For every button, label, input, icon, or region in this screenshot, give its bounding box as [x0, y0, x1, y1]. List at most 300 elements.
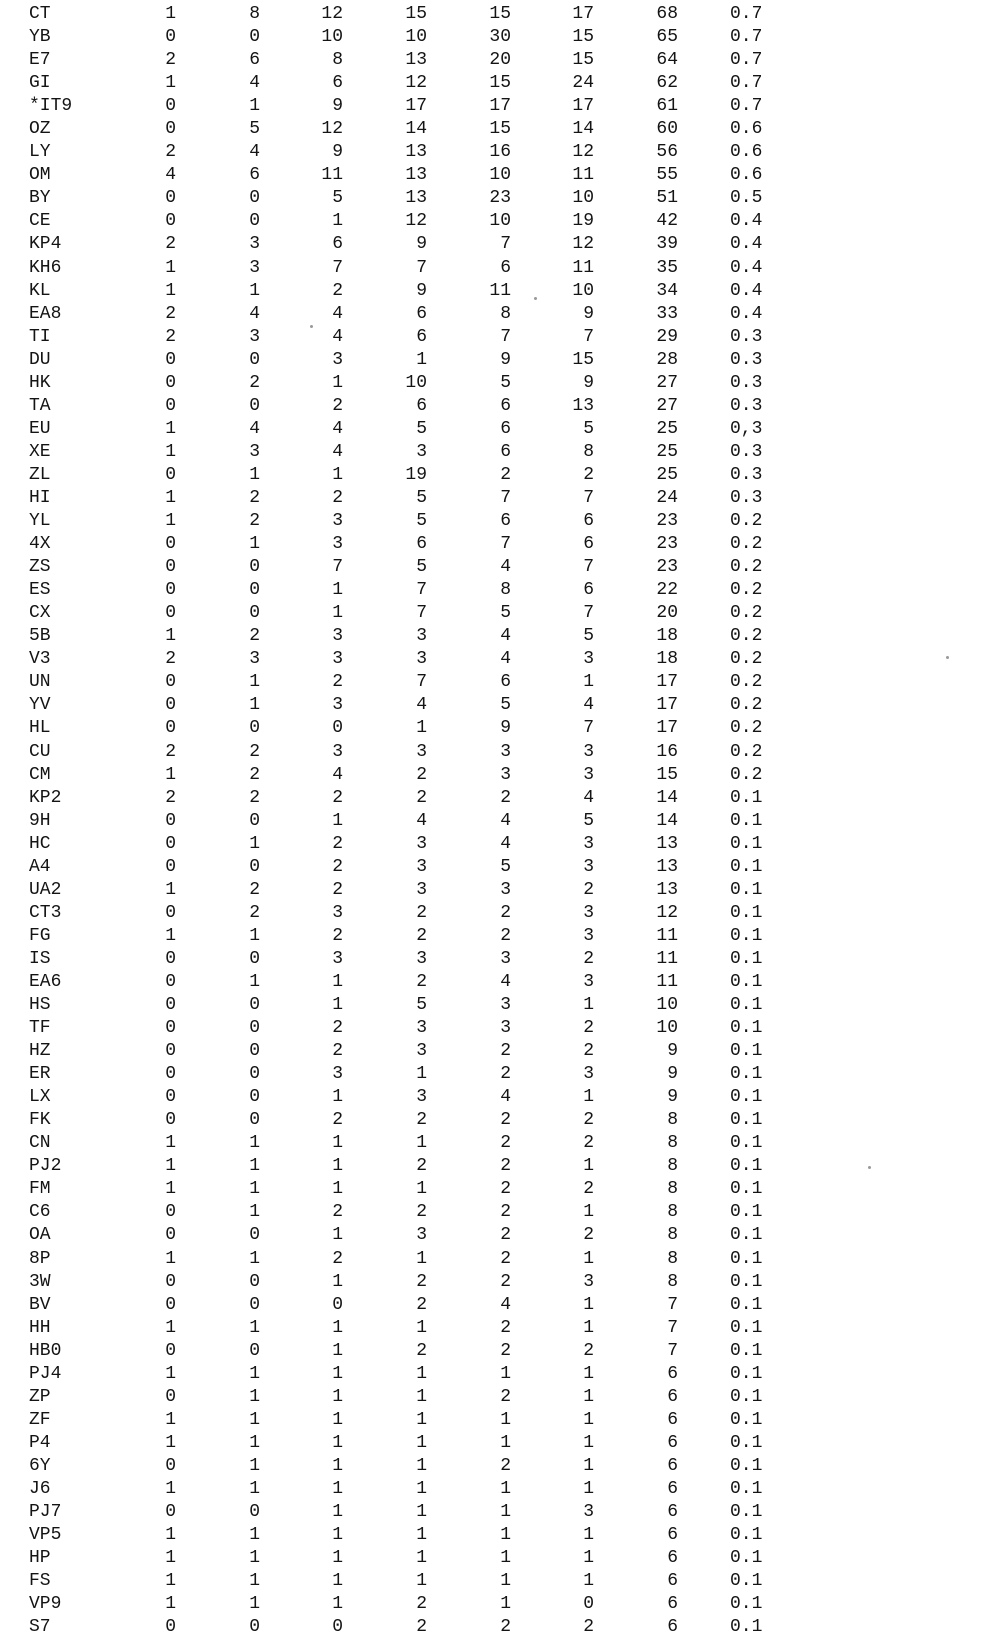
- row-total-cell: 29: [656, 326, 678, 347]
- row-ratio-cell: 0.2: [730, 580, 763, 601]
- col-6-cell: 3: [583, 925, 594, 946]
- row-code-cell: ZF: [29, 1409, 51, 1430]
- col-3-cell: 2: [332, 925, 343, 946]
- col-1-cell: 1: [165, 73, 176, 94]
- row-total-cell: 8: [667, 1156, 678, 1177]
- col-1-cell: 0: [165, 902, 176, 923]
- row-ratio-cell: 0.7: [730, 4, 763, 24]
- table-row: [0, 1524, 1000, 1547]
- col-6-cell: 7: [583, 487, 594, 508]
- table-row: [0, 464, 1000, 487]
- col-2-cell: 0: [249, 856, 260, 877]
- col-1-cell: 0: [165, 557, 176, 578]
- col-2-cell: 3: [249, 441, 260, 462]
- row-ratio-cell: 0,3: [730, 418, 763, 439]
- col-4-cell: 2: [416, 1271, 427, 1292]
- col-3-cell: 2: [332, 672, 343, 693]
- row-ratio-cell: 0.1: [730, 1018, 763, 1039]
- table-row: [0, 994, 1000, 1017]
- col-3-cell: 1: [332, 1525, 343, 1546]
- row-ratio-cell: 0.1: [730, 1617, 763, 1638]
- col-5-cell: 2: [500, 1617, 511, 1638]
- row-code-cell: FK: [29, 1110, 51, 1131]
- col-6-cell: 7: [583, 603, 594, 624]
- table-row: [0, 1363, 1000, 1386]
- row-code-cell: C6: [29, 1202, 51, 1223]
- col-2-cell: 0: [249, 1225, 260, 1246]
- col-4-cell: 1: [416, 1571, 427, 1592]
- col-6-cell: 2: [583, 1225, 594, 1246]
- col-2-cell: 0: [249, 603, 260, 624]
- col-3-cell: 8: [332, 50, 343, 71]
- table-row: [0, 95, 1000, 118]
- col-2-cell: 1: [249, 1479, 260, 1499]
- col-3-cell: 3: [332, 349, 343, 370]
- col-6-cell: 2: [583, 1179, 594, 1200]
- col-6-cell: 2: [583, 1340, 594, 1361]
- col-5-cell: 7: [500, 487, 511, 508]
- col-1-cell: 1: [165, 1363, 176, 1384]
- col-1-cell: 0: [165, 1087, 176, 1108]
- col-3-cell: 3: [332, 1064, 343, 1085]
- col-2-cell: 1: [249, 1571, 260, 1592]
- col-4-cell: 1: [416, 1525, 427, 1546]
- col-1-cell: 1: [165, 1248, 176, 1269]
- col-4-cell: 12: [405, 73, 427, 94]
- col-5-cell: 16: [489, 142, 511, 163]
- row-total-cell: 68: [656, 4, 678, 24]
- col-2-cell: 2: [249, 787, 260, 808]
- col-2-cell: 2: [249, 741, 260, 762]
- col-3-cell: 1: [332, 1225, 343, 1246]
- row-total-cell: 24: [656, 487, 678, 508]
- row-code-cell: HI: [29, 487, 51, 508]
- col-1-cell: 1: [165, 1571, 176, 1592]
- col-2-cell: 0: [249, 1502, 260, 1523]
- col-6-cell: 12: [572, 234, 594, 255]
- col-6-cell: 11: [572, 165, 594, 186]
- row-code-cell: ES: [29, 580, 51, 601]
- row-ratio-cell: 0.1: [730, 902, 763, 923]
- col-2-cell: 1: [249, 672, 260, 693]
- col-5-cell: 4: [500, 557, 511, 578]
- row-total-cell: 6: [667, 1548, 678, 1569]
- table-row: [0, 326, 1000, 349]
- row-ratio-cell: 0.7: [730, 27, 763, 48]
- col-2-cell: 0: [249, 1271, 260, 1292]
- row-total-cell: 25: [656, 441, 678, 462]
- col-2-cell: 3: [249, 326, 260, 347]
- col-4-cell: 19: [405, 464, 427, 485]
- row-total-cell: 11: [656, 971, 678, 992]
- col-1-cell: 0: [165, 188, 176, 209]
- table-row: [0, 1570, 1000, 1593]
- col-2-cell: 3: [249, 649, 260, 670]
- row-total-cell: 16: [656, 741, 678, 762]
- col-3-cell: 4: [332, 764, 343, 785]
- row-total-cell: 17: [656, 695, 678, 716]
- col-1-cell: 4: [165, 165, 176, 186]
- col-5-cell: 9: [500, 349, 511, 370]
- col-6-cell: 3: [583, 1064, 594, 1085]
- col-6-cell: 3: [583, 971, 594, 992]
- table-row: [0, 1178, 1000, 1201]
- row-total-cell: 64: [656, 50, 678, 71]
- col-5-cell: 1: [500, 1571, 511, 1592]
- col-2-cell: 4: [249, 418, 260, 439]
- col-1-cell: 1: [165, 257, 176, 278]
- col-5-cell: 2: [500, 1386, 511, 1407]
- col-4-cell: 3: [416, 948, 427, 969]
- col-3-cell: 4: [332, 418, 343, 439]
- col-6-cell: 9: [583, 303, 594, 324]
- col-3-cell: 1: [332, 1087, 343, 1108]
- col-1-cell: 0: [165, 119, 176, 140]
- col-1-cell: 2: [165, 741, 176, 762]
- table-row: [0, 280, 1000, 303]
- col-2-cell: 1: [249, 1317, 260, 1338]
- col-1-cell: 0: [165, 1455, 176, 1476]
- row-ratio-cell: 0.1: [730, 1271, 763, 1292]
- col-4-cell: 1: [416, 718, 427, 739]
- col-6-cell: 10: [572, 188, 594, 209]
- col-3-cell: 3: [332, 948, 343, 969]
- col-4-cell: 2: [416, 1156, 427, 1177]
- col-5-cell: 1: [500, 1363, 511, 1384]
- col-5-cell: 4: [500, 1087, 511, 1108]
- col-3-cell: 3: [332, 902, 343, 923]
- col-5-cell: 2: [500, 1041, 511, 1062]
- row-ratio-cell: 0.2: [730, 626, 763, 647]
- row-code-cell: CX: [29, 603, 51, 624]
- row-total-cell: 6: [667, 1432, 678, 1453]
- col-1-cell: 1: [165, 925, 176, 946]
- col-2-cell: 0: [249, 188, 260, 209]
- col-5-cell: 6: [500, 672, 511, 693]
- col-4-cell: 1: [416, 1502, 427, 1523]
- col-3-cell: 2: [332, 280, 343, 301]
- row-ratio-cell: 0.4: [730, 303, 763, 324]
- col-2-cell: 1: [249, 1594, 260, 1615]
- col-1-cell: 2: [165, 303, 176, 324]
- col-2-cell: 0: [249, 810, 260, 831]
- row-code-cell: ZP: [29, 1386, 51, 1407]
- col-4-cell: 9: [416, 280, 427, 301]
- row-total-cell: 33: [656, 303, 678, 324]
- row-ratio-cell: 0.1: [730, 1248, 763, 1269]
- col-5-cell: 15: [489, 4, 511, 24]
- col-2-cell: 1: [249, 1363, 260, 1384]
- row-total-cell: 8: [667, 1110, 678, 1131]
- col-2-cell: 0: [249, 1617, 260, 1638]
- row-ratio-cell: 0.1: [730, 1340, 763, 1361]
- table-row: [0, 210, 1000, 233]
- col-6-cell: 0: [583, 1594, 594, 1615]
- col-5-cell: 1: [500, 1594, 511, 1615]
- col-5-cell: 10: [489, 165, 511, 186]
- row-ratio-cell: 0.5: [730, 188, 763, 209]
- col-2-cell: 0: [249, 718, 260, 739]
- col-2-cell: 1: [249, 1202, 260, 1223]
- col-6-cell: 6: [583, 534, 594, 555]
- row-code-cell: PJ7: [29, 1502, 62, 1523]
- col-5-cell: 2: [500, 1156, 511, 1177]
- row-ratio-cell: 0.1: [730, 1064, 763, 1085]
- row-total-cell: 8: [667, 1225, 678, 1246]
- col-3-cell: 1: [332, 810, 343, 831]
- row-ratio-cell: 0.1: [730, 1409, 763, 1430]
- row-total-cell: 39: [656, 234, 678, 255]
- col-6-cell: 6: [583, 580, 594, 601]
- table-row: [0, 1017, 1000, 1040]
- col-1-cell: 0: [165, 1271, 176, 1292]
- col-1-cell: 0: [165, 1018, 176, 1039]
- col-2-cell: 6: [249, 165, 260, 186]
- col-5-cell: 5: [500, 695, 511, 716]
- scan-speck: [868, 1166, 871, 1169]
- row-total-cell: 6: [667, 1409, 678, 1430]
- row-ratio-cell: 0.7: [730, 73, 763, 94]
- col-1-cell: 0: [165, 672, 176, 693]
- table-row: [0, 418, 1000, 441]
- table-row: [0, 441, 1000, 464]
- table-row: [0, 118, 1000, 141]
- row-total-cell: 13: [656, 833, 678, 854]
- table-row: [0, 787, 1000, 810]
- table-row: [0, 879, 1000, 902]
- col-6-cell: 1: [583, 1455, 594, 1476]
- col-1-cell: 1: [165, 1548, 176, 1569]
- col-5-cell: 3: [500, 764, 511, 785]
- col-5-cell: 3: [500, 741, 511, 762]
- col-5-cell: 6: [500, 441, 511, 462]
- col-2-cell: 1: [249, 1386, 260, 1407]
- col-2-cell: 6: [249, 50, 260, 71]
- col-4-cell: 3: [416, 1018, 427, 1039]
- table-row: [0, 1040, 1000, 1063]
- col-2-cell: 0: [249, 1087, 260, 1108]
- col-5-cell: 3: [500, 1018, 511, 1039]
- col-5-cell: 6: [500, 418, 511, 439]
- col-1-cell: 0: [165, 1202, 176, 1223]
- col-3-cell: 1: [332, 1502, 343, 1523]
- col-6-cell: 7: [583, 326, 594, 347]
- col-4-cell: 4: [416, 810, 427, 831]
- row-code-cell: YV: [29, 695, 51, 716]
- col-6-cell: 14: [572, 119, 594, 140]
- col-1-cell: 0: [165, 856, 176, 877]
- row-total-cell: 22: [656, 580, 678, 601]
- row-code-cell: HS: [29, 995, 51, 1016]
- row-code-cell: HL: [29, 718, 51, 739]
- col-5-cell: 2: [500, 1179, 511, 1200]
- col-6-cell: 2: [583, 1133, 594, 1154]
- col-6-cell: 19: [572, 211, 594, 232]
- col-2-cell: 1: [249, 1455, 260, 1476]
- row-code-cell: CU: [29, 741, 51, 762]
- col-5-cell: 1: [500, 1502, 511, 1523]
- row-code-cell: CT: [29, 4, 51, 24]
- col-4-cell: 1: [416, 1317, 427, 1338]
- table-row: [0, 372, 1000, 395]
- row-total-cell: 6: [667, 1525, 678, 1546]
- col-1-cell: 0: [165, 211, 176, 232]
- row-ratio-cell: 0.1: [730, 1571, 763, 1592]
- col-2-cell: 1: [249, 833, 260, 854]
- col-4-cell: 5: [416, 487, 427, 508]
- col-6-cell: 15: [572, 50, 594, 71]
- col-3-cell: 1: [332, 1432, 343, 1453]
- col-4-cell: 7: [416, 672, 427, 693]
- row-ratio-cell: 0.2: [730, 557, 763, 578]
- col-1-cell: 1: [165, 4, 176, 24]
- table-row: [0, 902, 1000, 925]
- col-4-cell: 7: [416, 257, 427, 278]
- row-code-cell: E7: [29, 50, 51, 71]
- col-3-cell: 1: [332, 1594, 343, 1615]
- col-5-cell: 5: [500, 856, 511, 877]
- col-4-cell: 13: [405, 165, 427, 186]
- row-total-cell: 6: [667, 1386, 678, 1407]
- col-1-cell: 0: [165, 1294, 176, 1315]
- col-6-cell: 24: [572, 73, 594, 94]
- row-code-cell: UA2: [29, 879, 62, 900]
- col-4-cell: 3: [416, 626, 427, 647]
- col-6-cell: 3: [583, 741, 594, 762]
- col-1-cell: 0: [165, 372, 176, 393]
- row-total-cell: 34: [656, 280, 678, 301]
- col-1-cell: 1: [165, 626, 176, 647]
- row-ratio-cell: 0.1: [730, 1110, 763, 1131]
- scan-speck: [534, 297, 537, 300]
- col-3-cell: 1: [332, 1340, 343, 1361]
- col-4-cell: 2: [416, 1202, 427, 1223]
- row-ratio-cell: 0.1: [730, 1041, 763, 1062]
- table-row: [0, 1386, 1000, 1409]
- col-3-cell: 3: [332, 534, 343, 555]
- row-total-cell: 6: [667, 1594, 678, 1615]
- table-row: [0, 925, 1000, 948]
- row-ratio-cell: 0.1: [730, 810, 763, 831]
- col-3-cell: 2: [332, 833, 343, 854]
- col-3-cell: 7: [332, 557, 343, 578]
- col-6-cell: 12: [572, 142, 594, 163]
- table-row: [0, 1271, 1000, 1294]
- row-ratio-cell: 0.2: [730, 764, 763, 785]
- table-row: [0, 1224, 1000, 1247]
- col-5-cell: 3: [500, 879, 511, 900]
- col-3-cell: 1: [332, 971, 343, 992]
- table-row: [0, 1155, 1000, 1178]
- col-6-cell: 17: [572, 4, 594, 24]
- col-4-cell: 1: [416, 1363, 427, 1384]
- col-4-cell: 6: [416, 326, 427, 347]
- table-row: [0, 164, 1000, 187]
- col-6-cell: 13: [572, 395, 594, 416]
- table-row: [0, 741, 1000, 764]
- row-code-cell: EA6: [29, 971, 62, 992]
- col-5-cell: 2: [500, 1110, 511, 1131]
- col-4-cell: 2: [416, 925, 427, 946]
- col-3-cell: 1: [332, 1455, 343, 1476]
- row-code-cell: DU: [29, 349, 51, 370]
- col-3-cell: 1: [332, 464, 343, 485]
- col-3-cell: 1: [332, 1317, 343, 1338]
- row-total-cell: 27: [656, 395, 678, 416]
- row-code-cell: KP2: [29, 787, 62, 808]
- row-ratio-cell: 0.1: [730, 879, 763, 900]
- col-4-cell: 1: [416, 1548, 427, 1569]
- col-2-cell: 2: [249, 764, 260, 785]
- row-total-cell: 8: [667, 1202, 678, 1223]
- col-4-cell: 2: [416, 902, 427, 923]
- row-ratio-cell: 0.1: [730, 1432, 763, 1453]
- col-5-cell: 1: [500, 1432, 511, 1453]
- col-6-cell: 5: [583, 418, 594, 439]
- row-ratio-cell: 0.2: [730, 695, 763, 716]
- row-code-cell: UN: [29, 672, 51, 693]
- row-ratio-cell: 0.6: [730, 165, 763, 186]
- row-code-cell: J6: [29, 1479, 51, 1499]
- row-code-cell: YB: [29, 27, 51, 48]
- table-row: [0, 233, 1000, 256]
- row-total-cell: 6: [667, 1363, 678, 1384]
- col-2-cell: 3: [249, 234, 260, 255]
- table-row: [0, 1409, 1000, 1432]
- col-1-cell: 1: [165, 879, 176, 900]
- table-row: [0, 1455, 1000, 1478]
- row-code-cell: IS: [29, 948, 51, 969]
- col-6-cell: 2: [583, 1110, 594, 1131]
- col-4-cell: 5: [416, 995, 427, 1016]
- row-code-cell: CT3: [29, 902, 62, 923]
- col-4-cell: 3: [416, 441, 427, 462]
- row-code-cell: ER: [29, 1064, 51, 1085]
- col-2-cell: 1: [249, 534, 260, 555]
- table-row: [0, 395, 1000, 418]
- row-ratio-cell: 0.2: [730, 511, 763, 532]
- row-code-cell: YL: [29, 511, 51, 532]
- row-total-cell: 6: [667, 1571, 678, 1592]
- col-3-cell: 0: [332, 1294, 343, 1315]
- col-5-cell: 4: [500, 626, 511, 647]
- row-code-cell: A4: [29, 856, 51, 877]
- col-5-cell: 6: [500, 395, 511, 416]
- col-4-cell: 10: [405, 372, 427, 393]
- row-total-cell: 11: [656, 948, 678, 969]
- col-3-cell: 2: [332, 1202, 343, 1223]
- col-4-cell: 1: [416, 1455, 427, 1476]
- col-2-cell: 0: [249, 1018, 260, 1039]
- col-1-cell: 1: [165, 1179, 176, 1200]
- row-total-cell: 11: [656, 925, 678, 946]
- table-row: [0, 971, 1000, 994]
- col-4-cell: 3: [416, 833, 427, 854]
- col-6-cell: 1: [583, 1294, 594, 1315]
- col-4-cell: 2: [416, 1340, 427, 1361]
- col-5-cell: 20: [489, 50, 511, 71]
- row-code-cell: FM: [29, 1179, 51, 1200]
- col-3-cell: 1: [332, 1133, 343, 1154]
- table-row: [0, 625, 1000, 648]
- col-1-cell: 0: [165, 96, 176, 117]
- col-1-cell: 2: [165, 787, 176, 808]
- row-total-cell: 65: [656, 27, 678, 48]
- row-ratio-cell: 0.3: [730, 464, 763, 485]
- row-ratio-cell: 0.4: [730, 234, 763, 255]
- col-6-cell: 1: [583, 1317, 594, 1338]
- col-4-cell: 13: [405, 50, 427, 71]
